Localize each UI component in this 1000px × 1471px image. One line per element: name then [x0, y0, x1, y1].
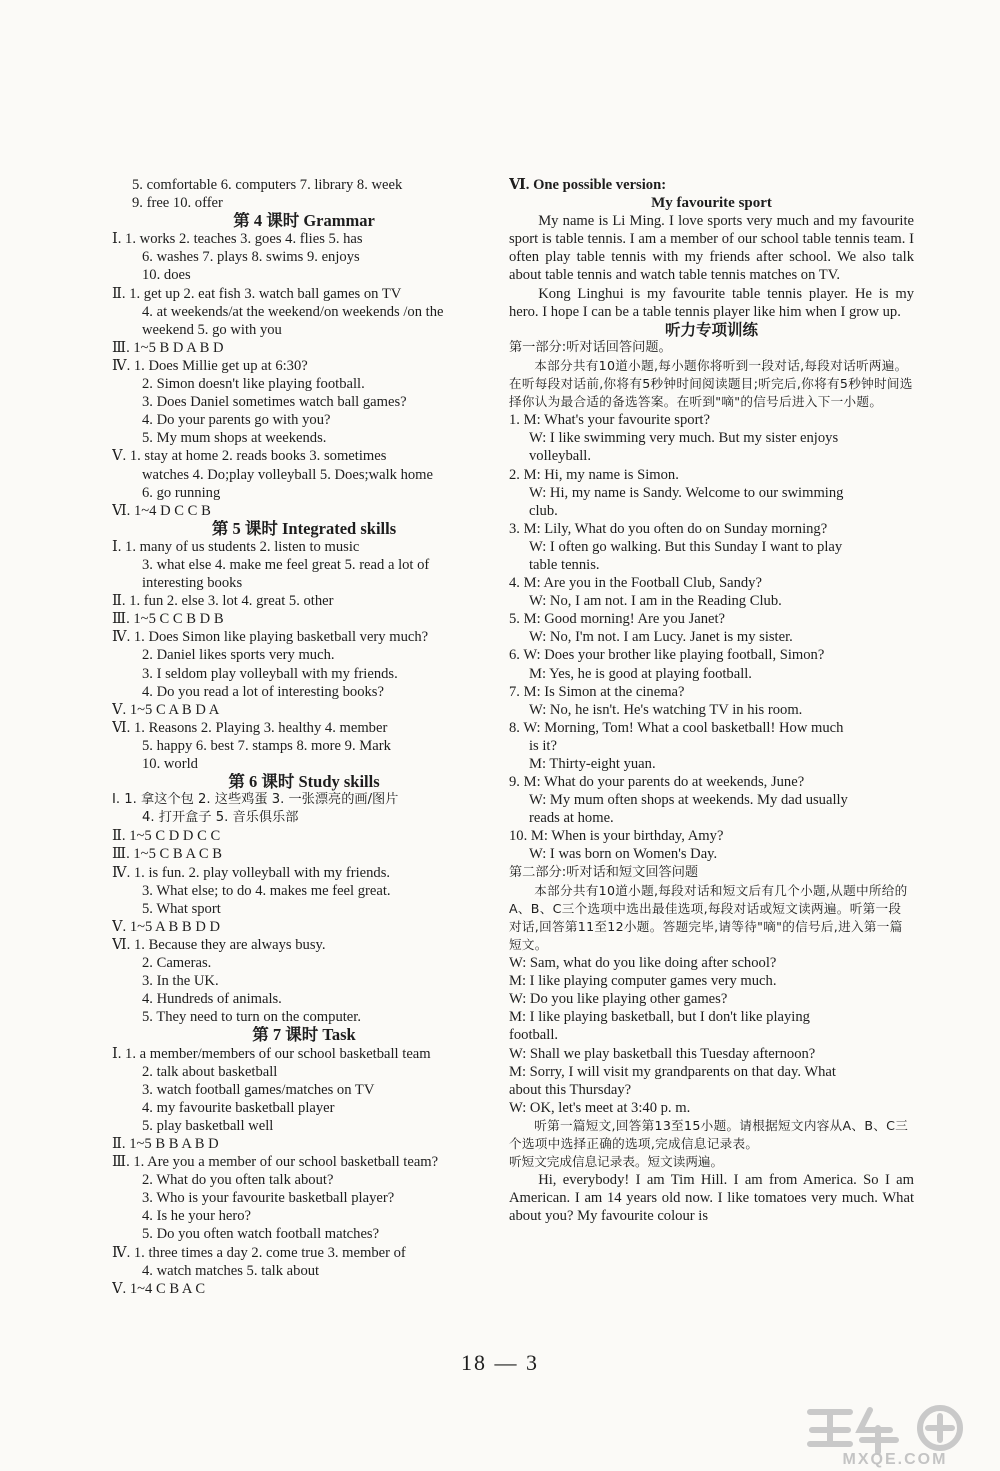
answer-line: Ⅳ. 1. Does Millie get up at 6:30?	[112, 357, 308, 374]
answer-line: Ⅵ. 1~4 D C C B	[112, 502, 211, 519]
part1-dialogues	[509, 411, 914, 863]
dialogue-line: about this Thursday?	[509, 1081, 632, 1098]
answer-line: 5. What sport	[142, 900, 221, 917]
dialogue-line: 8. W: Morning, Tom! What a cool basketball! How much	[509, 719, 844, 736]
dialogue-line: M: Sorry, I will visit my grandparents on that day. What	[509, 1063, 836, 1080]
part2-dialogue	[509, 954, 914, 1117]
page-number: 18 — 3	[461, 1350, 539, 1375]
part2-instructions: 本部分共有10道小题,每段对话和短文后有几个小题,从题中所给的A、B、C三个选项中选出最佳选项,每段对话或短文读两遍。听第一段对话,回答第11至12小题。答题完毕,请等待"嘀"的信号后,进入第一篇短文。	[509, 882, 908, 952]
dialogue-line: W: I like swimming very much. But my sister enjoys	[529, 430, 839, 447]
answer-line: 3. What else; to do 4. makes me feel great.	[142, 882, 391, 899]
dialogue-line: 7. M: Is Simon at the cinema?	[509, 683, 685, 700]
answer-line: 9. free 10. offer	[132, 195, 223, 212]
dialogue-line: W: My mum often shops at weekends. My dad usually	[529, 792, 848, 809]
dialogue-line: M: I like playing basketball, but I don't like playing	[509, 1009, 810, 1026]
answer-line: 3. Does Daniel sometimes watch ball games?	[142, 394, 407, 411]
answer-line: Ⅱ. 1~5 C D D C C	[112, 828, 221, 845]
answer-line: 5. My mum shops at weekends.	[142, 430, 327, 447]
answer-line: Ⅵ. 1. Reasons 2. Playing 3. healthy 4. member	[112, 719, 388, 736]
dialogue-line: is it?	[529, 737, 557, 754]
dialogue-line: W: No, he isn't. He's watching TV in his room.	[529, 701, 803, 718]
answer-line: 3. In the UK.	[142, 973, 219, 990]
answer-line: 3. what else 4. make me feel great 5. read a lot of	[142, 556, 430, 573]
answer-line: 2. Daniel likes sports very much.	[142, 647, 335, 664]
svg-text:MXQE.COM: MXQE.COM	[842, 1451, 948, 1468]
passage-instructions: 听第一篇短文,回答第13至15小题。请根据短文内容从A、B、C三个选项中选择正确的选项,完成信息记录表。	[509, 1117, 909, 1151]
lesson-heading: 第 6 课时 Study skills	[228, 773, 380, 792]
part1-title: 第一部分:听对话回答问题。	[509, 339, 672, 355]
answer-line: 4. 打开盒子 5. 音乐俱乐部	[142, 810, 299, 826]
answer-line: Ⅳ. 1. three times a day 2. come true 3. member of	[112, 1244, 406, 1261]
dialogue-line: W: No, I am not. I am in the Reading Club.	[529, 593, 782, 610]
lesson-heading: 第 4 课时 Grammar	[233, 212, 375, 231]
dialogue-line: M: I like playing computer games very much.	[509, 973, 777, 990]
answer-line: Ⅲ. 1~5 C B A C B	[112, 846, 222, 863]
answer-line: 3. I seldom play volleyball with my friends.	[142, 665, 398, 682]
dialogue-line: W: Shall we play basketball this Tuesday afternoon?	[509, 1045, 816, 1062]
dialogue-line: W: Do you like playing other games?	[509, 991, 728, 1008]
answer-line: interesting books	[142, 575, 243, 592]
section-vi-label: Ⅵ. One possible version:	[509, 177, 667, 193]
part1-instructions: 本部分共有10道小题,每小题你将听到一段对话,每段对话听两遍。在听每段对话前,你将有5秒钟时间阅读题目;听完后,你将有5秒钟时间选择你认为最合适的备选答案。在听到"嘀"的信号后进入下一小题。	[509, 357, 913, 410]
answer-line: 4. Hundreds of animals.	[142, 991, 282, 1008]
answer-line: 2. talk about basketball	[142, 1063, 278, 1080]
dialogue-line: table tennis.	[529, 556, 600, 573]
dialogue-line: 10. M: When is your birthday, Amy?	[509, 828, 724, 845]
answer-line: Ⅲ. 1. Are you a member of our school basketball team?	[112, 1154, 439, 1171]
dialogue-line: football.	[509, 1027, 559, 1044]
answer-line: Ⅰ. 1. a member/members of our school basketball team	[112, 1045, 431, 1062]
dialogue-line: W: I often go walking. But this Sunday I want to play	[529, 538, 843, 555]
passage-paragraph: Hi, everybody! I am Tim Hill. I am from America. So I am American. I am 14 years old now. I like tomatoes very much. What about you? My favourite colour is	[509, 1172, 914, 1225]
essay-title: My favourite sport	[651, 195, 772, 212]
answer-line: 4. Do you read a lot of interesting books?	[142, 683, 384, 700]
answer-line: weekend 5. go with you	[142, 321, 282, 338]
answer-line: 2. Cameras.	[142, 955, 212, 972]
passage-instructions-2: 听短文完成信息记录表。短文读两遍。	[509, 1154, 724, 1170]
answer-line: Ⅴ. 1~5 C A B D A	[112, 701, 220, 718]
answer-line: 5. Do you often watch football matches?	[142, 1226, 380, 1243]
dialogue-line: M: Thirty-eight yuan.	[529, 756, 656, 772]
answer-line: 5. happy 6. best 7. stamps 8. more 9. Mark	[142, 737, 391, 754]
answer-line: 2. Simon doesn't like playing football.	[142, 376, 365, 393]
answer-line: Ⅰ. 1. works 2. teaches 3. goes 4. flies 5. has	[112, 231, 363, 248]
dialogue-line: 5. M: Good morning! Are you Janet?	[509, 611, 726, 628]
answer-line: 4. Do your parents go with you?	[142, 412, 331, 429]
dialogue-line: reads at home.	[529, 810, 614, 827]
answer-line: 5. They need to turn on the computer.	[142, 1009, 361, 1026]
answer-line: 5. comfortable 6. computers 7. library 8. week	[132, 177, 403, 193]
answer-line: 2. What do you often talk about?	[142, 1172, 334, 1189]
answer-line: watches 4. Do;play volleyball 5. Does;walk home	[142, 466, 433, 483]
answer-line: Ⅱ. 1. fun 2. else 3. lot 4. great 5. other	[112, 593, 334, 610]
answer-line: 3. watch football games/matches on TV	[142, 1081, 375, 1098]
answer-line: Ⅰ. 1. many of us students 2. listen to music	[112, 538, 360, 555]
lesson-heading: 第 7 课时 Task	[252, 1026, 356, 1045]
dialogue-line: W: OK, let's meet at 3:40 p. m.	[509, 1099, 691, 1116]
answer-line: Ⅱ. 1. get up 2. eat fish 3. watch ball games on TV	[112, 285, 402, 302]
answer-line: 10. world	[142, 756, 198, 772]
dialogue-line: 4. M: Are you in the Football Club, Sandy?	[509, 575, 762, 592]
answer-line: 6. go running	[142, 484, 221, 501]
answer-line: 10. does	[142, 267, 191, 284]
answer-line: 4. Is he your hero?	[142, 1208, 252, 1225]
dialogue-line: club.	[529, 502, 558, 519]
essay-paragraph-1: My name is Li Ming. I love sports very much and my favourite sport is table tennis. I am a member of our school table tennis team. I often play table tennis with my friends after school. We also talk about table tennis and watch table tennis matches on TV.	[509, 213, 914, 284]
essay-paragraph-2: Kong Linghui is my favourite table tennis player. He is my hero. I hope I can be a table tennis player like him when I grow up.	[509, 285, 914, 320]
part2-title: 第二部分:听对话和短文回答问题	[509, 864, 699, 880]
watermark-logo	[800, 1400, 990, 1468]
answer-line: Ⅴ. 1~4 C B A C	[112, 1280, 206, 1297]
left-answer-column	[112, 176, 496, 1298]
right-answer-column	[509, 176, 914, 1225]
answer-line: Ⅱ. 1~5 B B A B D	[112, 1135, 219, 1152]
answer-line: Ⅳ. 1. is fun. 2. play volleyball with my friends.	[112, 864, 391, 881]
dialogue-line: 9. M: What do your parents do at weekends, June?	[509, 774, 805, 791]
dialogue-line: W: Sam, what do you like doing after school?	[509, 955, 777, 972]
answer-line: 4. my favourite basketball player	[142, 1099, 335, 1116]
dialogue-line: 6. W: Does your brother like playing football, Simon?	[509, 647, 825, 664]
lesson-heading: 第 5 课时 Integrated skills	[211, 519, 397, 538]
answer-line: Ⅲ. 1~5 B D A B D	[112, 339, 224, 356]
dialogue-line: volleyball.	[529, 448, 592, 465]
answer-line: Ⅰ. 1. 拿这个包 2. 这些鸡蛋 3. 一张漂亮的画/图片	[112, 792, 399, 808]
answer-line: Ⅵ. 1. Because they are always busy.	[112, 936, 326, 953]
dialogue-line: W: I was born on Women's Day.	[529, 846, 718, 863]
dialogue-line: 2. M: Hi, my name is Simon.	[509, 466, 679, 483]
dialogue-line: M: Yes, he is good at playing football.	[529, 665, 752, 682]
listening-section-title: 听力专项训练	[664, 320, 758, 339]
dialogue-line: W: No, I'm not. I am Lucy. Janet is my sister.	[529, 629, 793, 646]
answer-line: Ⅳ. 1. Does Simon like playing basketball very much?	[112, 629, 429, 646]
answer-line: 4. at weekends/at the weekend/on weekends /on the	[142, 303, 444, 320]
dialogue-line: 3. M: Lily, What do you often do on Sunday morning?	[509, 520, 828, 537]
answer-line: 4. watch matches 5. talk about	[142, 1262, 320, 1279]
answer-line: Ⅴ. 1. stay at home 2. reads books 3. sometimes	[112, 448, 387, 465]
answer-line: 3. Who is your favourite basketball player?	[142, 1190, 395, 1207]
answer-line: Ⅲ. 1~5 C C B D B	[112, 611, 224, 628]
answer-line: 5. play basketball well	[142, 1117, 274, 1134]
answer-line: 6. washes 7. plays 8. swims 9. enjoys	[142, 249, 360, 266]
answer-line: Ⅴ. 1~5 A B B D D	[112, 918, 221, 935]
dialogue-line: W: Hi, my name is Sandy. Welcome to our swimming	[529, 484, 844, 501]
dialogue-line: 1. M: What's your favourite sport?	[509, 412, 710, 429]
